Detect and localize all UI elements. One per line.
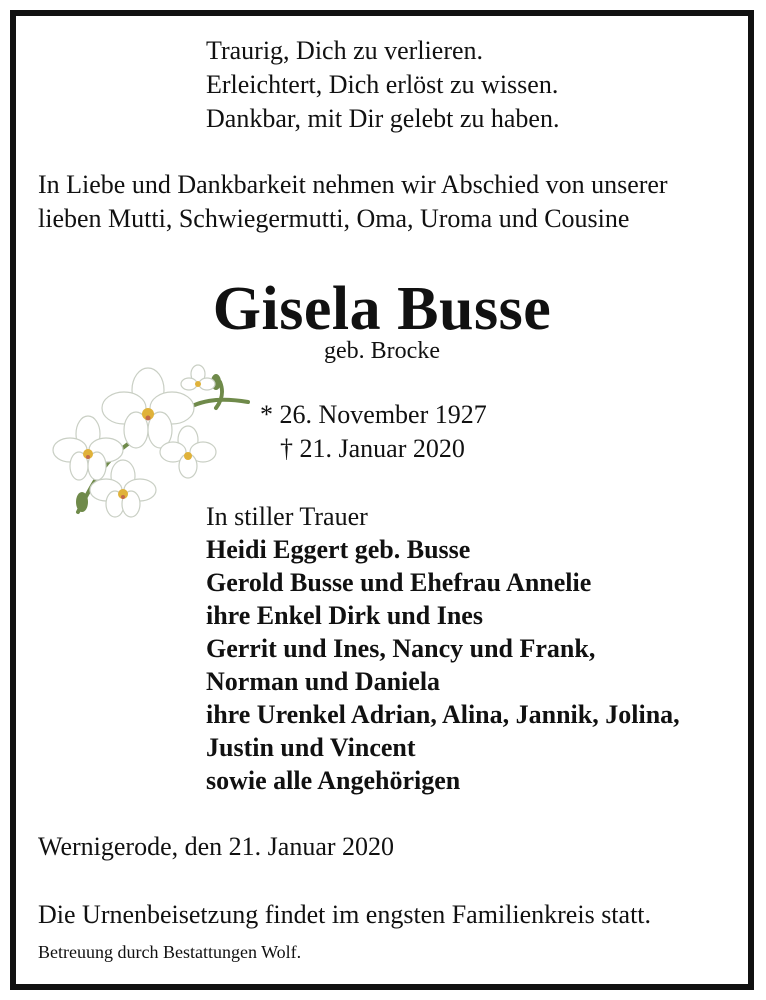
mourner-line: Heidi Eggert geb. Busse (206, 535, 471, 564)
death-date: † 21. Januar 2020 (280, 434, 465, 463)
poem-line-2: Erleichtert, Dich erlöst zu wissen. (206, 70, 559, 99)
poem-line-1: Traurig, Dich zu verlieren. (206, 36, 484, 65)
intro-line-1: In Liebe und Dankbarkeit nehmen wir Abschied von unserer (38, 170, 668, 199)
mourner-line: Justin und Vincent (206, 733, 416, 762)
mourner-line: Norman und Daniela (206, 667, 441, 696)
orchid-illustration (48, 342, 258, 522)
place-and-date: Wernigerode, den 21. Januar 2020 (38, 832, 395, 861)
mourner-line: ihre Enkel Dirk und Ines (206, 601, 483, 630)
maiden-name: geb. Brocke (324, 338, 440, 364)
mourner-line: ihre Urenkel Adrian, Alina, Jannik, Jolina, (206, 700, 680, 729)
undertaker-note: Betreuung durch Bestattungen Wolf. (38, 942, 302, 962)
mourner-line: Gerold Busse und Ehefrau Annelie (206, 568, 592, 597)
poem-line-3: Dankbar, mit Dir gelebt zu haben. (206, 104, 560, 133)
intro-line-2: lieben Mutti, Schwiegermutti, Oma, Uroma und Cousine (38, 204, 630, 233)
birth-date: * 26. November 1927 (260, 400, 487, 429)
obituary-notice (10, 10, 754, 990)
burial-note: Die Urnenbeisetzung findet im engsten Familienkreis statt. (38, 900, 652, 929)
deceased-name: Gisela Busse (212, 275, 552, 343)
mourner-line: Gerrit und Ines, Nancy und Frank, (206, 634, 596, 663)
mourners-heading: In stiller Trauer (206, 502, 368, 531)
mourner-line: sowie alle Angehörigen (206, 766, 461, 795)
